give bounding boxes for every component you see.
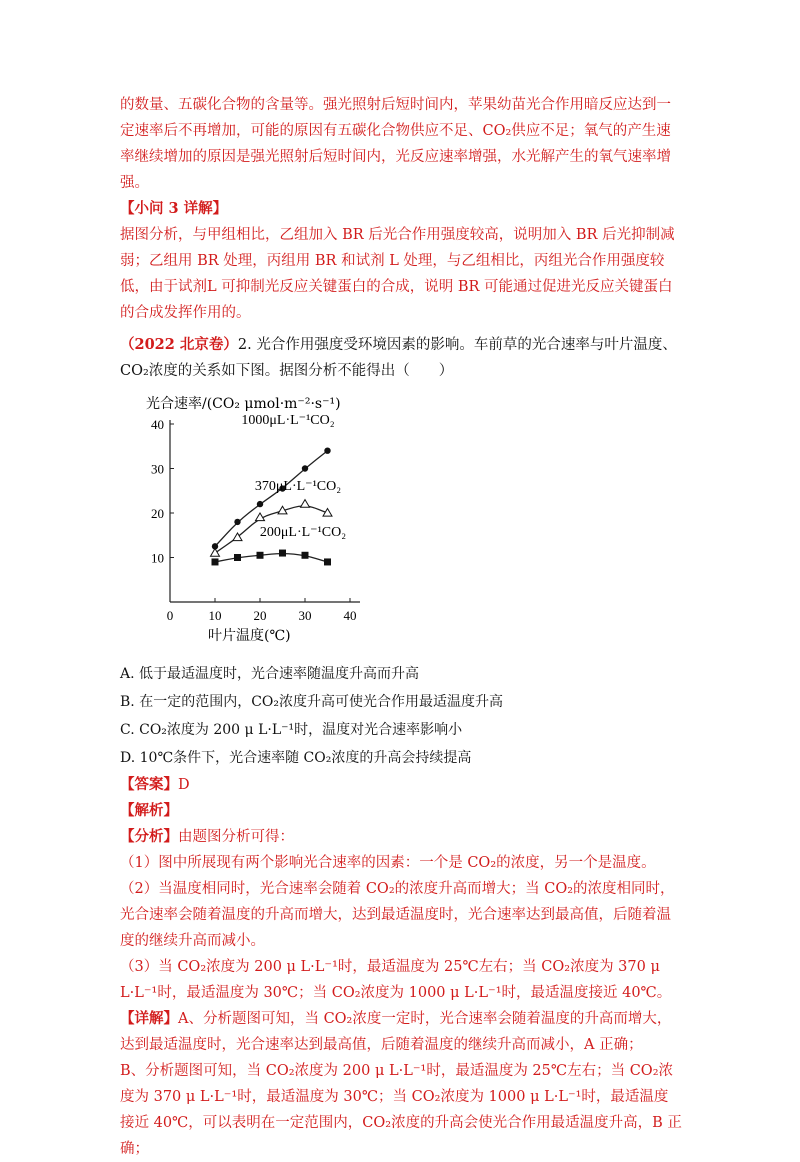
data-point-triangle: [301, 500, 310, 508]
point-3: （3）当 CO₂浓度为 200 μ L·L⁻¹时，最适温度为 25℃左右；当 CO₂浓度为 370 μ L·L⁻¹时，最适温度为 30℃；当 CO₂浓度为 1000 μ L·L⁻¹时，最适温度接近 40℃。: [120, 959, 672, 1001]
fenxi-text: 由题图分析可得：: [178, 829, 294, 845]
detail-label: 【详解】: [120, 1010, 178, 1027]
q3-text: 据图分析，与甲组相比，乙组加入 BR 后光合作用强度较高，说明加入 BR 后光抑制减弱；乙组用 BR 处理，丙组用 BR 和试剂 L 处理，与乙组相比，丙组光合作用强度较低，由于试剂L 可抑制光反应关键蛋白的合成，说明 BR 可能通过促进光反应关键蛋白的合成发挥作用的。: [120, 227, 675, 321]
data-point-circle: [302, 465, 308, 471]
detail-a-line: [120, 1006, 682, 1058]
answer-label: 【答案】: [120, 776, 178, 793]
data-point-circle: [257, 501, 263, 507]
y-tick-label: 30: [151, 461, 164, 477]
option-d: D. 10℃条件下，光合速率随 CO₂浓度的升高会持续提高: [120, 750, 472, 766]
q3-heading: 【小问 3 详解】: [120, 200, 228, 217]
data-point-circle: [234, 519, 240, 525]
fenxi-label: 【分析】: [120, 828, 178, 845]
data-point-square: [212, 558, 219, 565]
x-axis-label: 叶片温度(℃): [208, 628, 291, 644]
y-tick-label: 10: [151, 550, 164, 566]
x-tick-label: 40: [343, 608, 357, 623]
question-stem: 2. 光合作用强度受环境因素的影响。车前草的光合速率与叶片温度、CO₂浓度的关系如下图。据图分析不能得出（ ）: [120, 337, 677, 379]
x-tick-label: 10: [208, 608, 222, 623]
x-tick-label: 30: [298, 608, 312, 623]
photosynthesis-chart: [128, 394, 398, 652]
y-tick-label: 40: [151, 417, 164, 432]
option-a: A. 低于最适温度时，光合速率随温度升高而升高: [120, 666, 420, 682]
point-2: （2）当温度相同时，光合速率会随着 CO₂的浓度升高而增大；当 CO₂的浓度相同时，光合速率会随着温度的升高而增大，达到最适温度时，光合速率达到最高值，后随着温度的继续升高而减小。: [120, 881, 675, 949]
detail-a-text: A、分析题图可知，当 CO₂浓度一定时，光合速率会随着温度的升高而增大，达到最适温度时，光合速率达到最高值，后随着温度的继续升高而减小，A 正确；: [120, 1011, 672, 1053]
series-label-2: 370μL·L⁻¹CO₂: [254, 479, 342, 494]
series-line-3: [215, 554, 328, 562]
data-point-square: [279, 550, 286, 557]
question-source: （2022 北京卷）: [120, 336, 238, 353]
document-page: [120, 92, 682, 1162]
x-tick-label: 20: [253, 608, 267, 623]
option-c: C. CO₂浓度为 200 μ L·L⁻¹时，温度对光合速率影响小: [120, 722, 463, 738]
point-1: （1）图中所展现有两个影响光合速率的因素：一个是 CO₂的浓度，另一个是温度。: [120, 855, 656, 871]
data-point-square: [324, 558, 331, 565]
y-tick-label: 20: [151, 506, 164, 521]
top-paragraph: 的数量、五碳化合物的含量等。强光照射后短时间内，苹果幼苗光合作用暗反应达到一定速率后不再增加，可能的原因有五碳化合物供应不足、CO₂供应不足；氧气的产生速率继续增加的原因是强光照射后短时间内，光反应速率增强，水光解产生的氧气速率增强。: [120, 97, 671, 191]
series-label-1: 1000μL·L⁻¹CO₂: [241, 413, 335, 428]
data-point-circle: [324, 448, 330, 454]
fenxi-line: [120, 824, 682, 850]
answer-line: [120, 772, 682, 798]
question-stem-paragraph: [120, 332, 682, 384]
y-axis-label: 光合速率/(CO₂ μmol·m⁻²·s⁻¹): [146, 396, 341, 412]
x-tick-label: 0: [166, 608, 174, 623]
answer-value: D: [178, 777, 190, 793]
data-point-square: [302, 552, 309, 559]
option-b: B. 在一定的范围内，CO₂浓度升高可使光合作用最适温度升高: [120, 694, 503, 710]
detail-b-text: B、分析题图可知，当 CO₂浓度为 200 μ L·L⁻¹时，最适温度为 25℃左右；当 CO₂浓度为 370 μ L·L⁻¹时，最适温度为 30℃；当 CO₂浓度为 1000 μ L·L⁻¹时，最适温度接近 40℃，可以表明在一定范围内，CO₂浓度的升高会使光合作用最适温度升高，B 正确；: [120, 1063, 682, 1157]
chart-svg: [128, 394, 398, 652]
analysis-label: 【解析】: [120, 802, 178, 819]
data-point-square: [257, 552, 264, 559]
data-point-triangle: [211, 549, 220, 557]
series-label-3: 200μL·L⁻¹CO₂: [259, 525, 347, 540]
data-point-square: [234, 554, 241, 561]
